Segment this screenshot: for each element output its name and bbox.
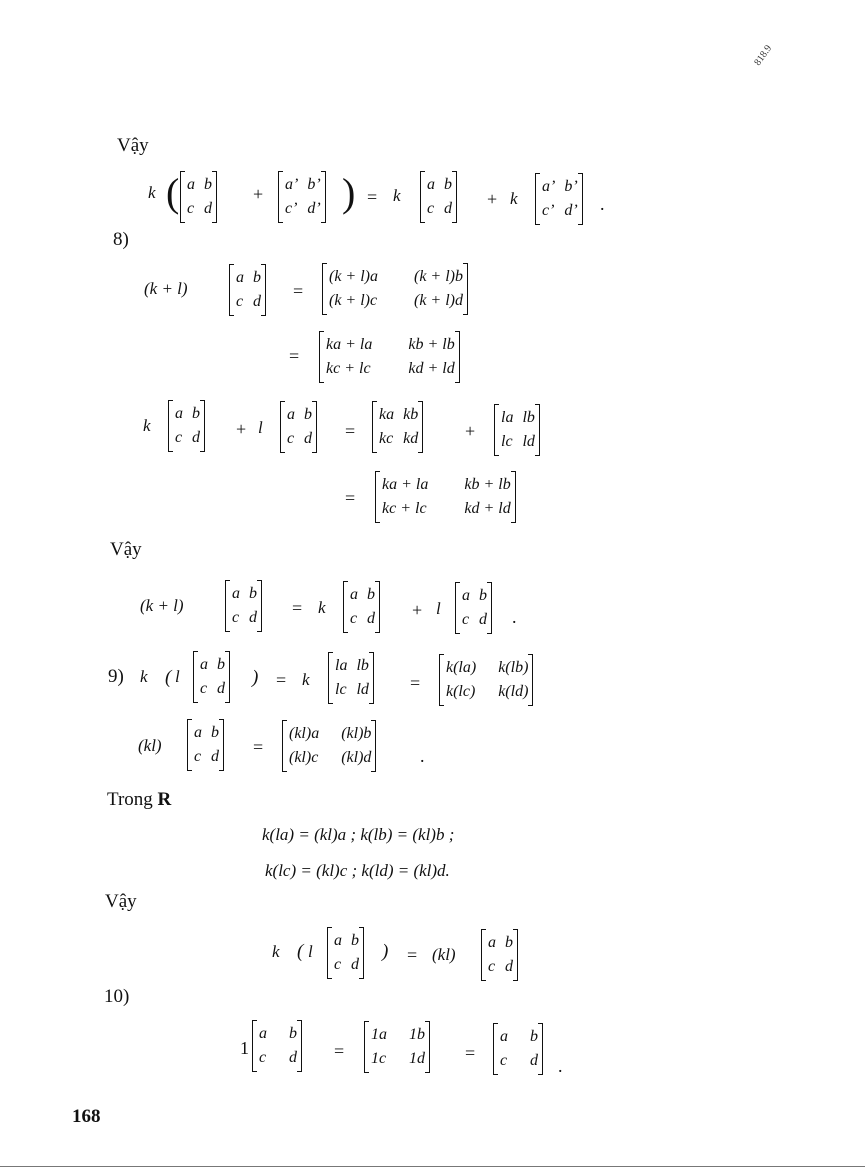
entry: c <box>488 958 496 975</box>
trong-text: Trong <box>107 789 153 810</box>
entry: (kl)d <box>341 749 372 766</box>
entry: d <box>289 1049 297 1066</box>
entry: c <box>500 1052 508 1069</box>
matrix-abcd <box>327 927 364 979</box>
entry: b <box>444 176 452 193</box>
entry: kd + ld <box>464 500 511 517</box>
entry: kc + lc <box>382 500 427 517</box>
entry: (k + l)b <box>414 268 463 285</box>
scalar-kl: (kl) <box>432 945 456 964</box>
entry: b <box>505 934 513 951</box>
entry: d <box>444 200 452 217</box>
period: . <box>600 194 605 214</box>
equals-sign: = <box>367 187 378 207</box>
matrix-abcd <box>225 580 262 632</box>
entry: kb <box>403 406 419 423</box>
entry: 1d <box>409 1050 425 1067</box>
matrix-k-of-l <box>439 654 533 706</box>
paren-close: ) <box>342 170 356 215</box>
entry: 1b <box>409 1026 425 1043</box>
equals-sign: = <box>410 673 421 693</box>
scalar-k: k <box>148 183 156 202</box>
matrix-expanded <box>319 331 460 383</box>
scalar-l: l <box>258 418 263 437</box>
matrix-abcd <box>280 401 317 453</box>
entry: c <box>232 609 240 626</box>
entry: a <box>259 1025 267 1042</box>
entry: d <box>351 956 359 973</box>
entry: a’ <box>285 176 299 193</box>
entry: la <box>501 409 514 426</box>
equals-sign: = <box>253 737 264 757</box>
label-vay-1: Vậy <box>117 135 149 156</box>
scalar-k-plus-l: (k + l) <box>144 279 188 298</box>
equals-sign: = <box>345 488 356 508</box>
matrix-prime <box>535 173 583 225</box>
entry: kd <box>403 430 419 447</box>
entry: a <box>200 656 208 673</box>
entry: b <box>351 932 359 949</box>
entry: b <box>479 587 487 604</box>
scalar-k: k <box>140 667 148 686</box>
equals-sign: = <box>293 281 304 301</box>
scalar-l: l <box>308 942 313 961</box>
matrix-k <box>372 401 423 453</box>
entry: b <box>304 406 312 423</box>
paren-open: ( <box>165 667 172 688</box>
library-stamp: 818.9 <box>752 43 775 68</box>
period: . <box>420 746 425 766</box>
paren-open: ( <box>166 170 180 215</box>
entry: c <box>236 293 244 310</box>
equals-sign: = <box>289 346 300 366</box>
entry: c <box>175 429 183 446</box>
paren-close: ) <box>252 667 259 688</box>
entry: a <box>350 586 358 603</box>
entry: c <box>462 611 470 628</box>
entry: a <box>427 176 435 193</box>
matrix-abcd <box>455 582 492 634</box>
matrix-abcd <box>193 651 230 703</box>
entry: a <box>232 585 240 602</box>
scalar-k-plus-l: (k + l) <box>140 596 184 615</box>
entry: (kl)c <box>289 749 319 766</box>
entry: b’ <box>307 176 321 193</box>
label-9: 9) <box>108 666 124 687</box>
equals-sign: = <box>334 1041 345 1061</box>
entry: d <box>211 748 219 765</box>
scalar-k: k <box>318 598 326 617</box>
scalar-k: k <box>510 189 518 208</box>
entry: la <box>335 657 348 674</box>
entry: 1a <box>371 1026 387 1043</box>
entry: ka + la <box>382 476 429 493</box>
entry: b <box>249 585 257 602</box>
entry: b <box>217 656 225 673</box>
entry: a <box>488 934 496 951</box>
entry: c <box>259 1049 267 1066</box>
entry: k(lb) <box>498 659 529 676</box>
entry: a <box>236 269 244 286</box>
entry: kb + lb <box>464 476 511 493</box>
matrix-abcd <box>420 171 457 223</box>
entry: c <box>194 748 202 765</box>
entry: kc <box>379 430 394 447</box>
entry: a <box>334 932 342 949</box>
entry: (kl)b <box>341 725 372 742</box>
entry: c <box>427 200 435 217</box>
equals-sign: = <box>276 670 287 690</box>
scalar-k: k <box>143 416 151 435</box>
entry: b <box>367 586 375 603</box>
plus-sign: + <box>465 421 476 441</box>
entry: a <box>175 405 183 422</box>
entry: c <box>287 430 295 447</box>
real-numbers-symbol: R <box>157 789 172 810</box>
matrix-prime <box>278 171 326 223</box>
entry: lb <box>356 657 369 674</box>
matrix-abcd <box>180 171 217 223</box>
equals-sign: = <box>345 421 356 441</box>
matrix-abcd <box>168 400 205 452</box>
entry: (kl)a <box>289 725 320 742</box>
plus-sign: + <box>236 419 247 439</box>
entry: b <box>192 405 200 422</box>
entry: a <box>287 406 295 423</box>
matrix-abcd <box>187 719 224 771</box>
entry: d <box>530 1052 538 1069</box>
label-10: 10) <box>104 986 130 1007</box>
matrix-abcd <box>481 929 518 981</box>
entry: d <box>253 293 261 310</box>
entry: a <box>187 176 195 193</box>
scalar-l: l <box>175 667 180 686</box>
entry: a <box>194 724 202 741</box>
entry: c’ <box>285 200 298 217</box>
period: . <box>512 607 517 627</box>
entry: ka <box>379 406 395 423</box>
scalar-kl: (kl) <box>138 736 162 755</box>
label-trong <box>107 789 171 811</box>
entry: d <box>249 609 257 626</box>
matrix-abcd <box>493 1023 543 1075</box>
matrix-abcd <box>252 1020 302 1072</box>
entry: d <box>505 958 513 975</box>
paren-open: ( <box>297 941 304 962</box>
entry: (k + l)a <box>329 268 378 285</box>
page-number: 168 <box>72 1106 101 1127</box>
entry: d <box>204 200 212 217</box>
scalar-k: k <box>393 186 401 205</box>
entry: lc <box>335 681 347 698</box>
entry: b <box>253 269 261 286</box>
scalar-l: l <box>436 599 441 618</box>
plus-sign: + <box>253 184 264 204</box>
matrix-l <box>328 652 374 704</box>
entry: (k + l)d <box>414 292 463 309</box>
entry: k(lc) <box>446 683 476 700</box>
entry: d’ <box>564 202 578 219</box>
entry: ka + la <box>326 336 373 353</box>
entry: lb <box>522 409 535 426</box>
entry: b <box>289 1025 297 1042</box>
matrix-one <box>364 1021 430 1073</box>
entry: a <box>462 587 470 604</box>
matrix-kl-prod <box>282 720 376 772</box>
equals-sign: = <box>292 598 303 618</box>
entry: ld <box>522 433 535 450</box>
entry: kb + lb <box>408 336 455 353</box>
entry: 1c <box>371 1050 387 1067</box>
entry: c <box>187 200 195 217</box>
entry: c <box>350 610 358 627</box>
entry: b’ <box>564 178 578 195</box>
matrix-kl-sum <box>322 263 468 315</box>
entry: lc <box>501 433 513 450</box>
matrix-l <box>494 404 540 456</box>
entry: kc + lc <box>326 360 371 377</box>
entry: d’ <box>307 200 321 217</box>
entry: d <box>367 610 375 627</box>
entry: c <box>334 956 342 973</box>
label-vay-3: Vậy <box>105 891 137 912</box>
entry: d <box>304 430 312 447</box>
matrix-abcd <box>343 581 380 633</box>
equals-sign: = <box>465 1043 476 1063</box>
entry: a <box>500 1028 508 1045</box>
scalar-k: k <box>302 670 310 689</box>
label-vay-2: Vậy <box>110 539 142 560</box>
entry: d <box>479 611 487 628</box>
entry: (k + l)c <box>329 292 378 309</box>
plus-sign: + <box>487 189 498 209</box>
entry: b <box>211 724 219 741</box>
matrix-expanded <box>375 471 516 523</box>
entry: c’ <box>542 202 555 219</box>
matrix-abcd <box>229 264 266 316</box>
entry: ld <box>356 681 369 698</box>
paren-close: ) <box>382 941 389 962</box>
entry: c <box>200 680 208 697</box>
scalar-k: k <box>272 942 280 961</box>
entry: b <box>204 176 212 193</box>
scalar-one: 1 <box>240 1038 249 1058</box>
entry: k(ld) <box>498 683 529 700</box>
period: . <box>558 1056 563 1076</box>
entry: a’ <box>542 178 556 195</box>
entry: b <box>530 1028 538 1045</box>
equals-sign: = <box>407 945 418 965</box>
entry: kd + ld <box>408 360 455 377</box>
label-8: 8) <box>113 229 129 250</box>
entry: d <box>217 680 225 697</box>
entry: d <box>192 429 200 446</box>
equation-R-line-2: k(lc) = (kl)c ; k(ld) = (kl)d. <box>265 861 450 880</box>
plus-sign: + <box>412 600 423 620</box>
entry: k(la) <box>446 659 477 676</box>
bottom-rule <box>0 1166 865 1167</box>
equation-R-line-1: k(la) = (kl)a ; k(lb) = (kl)b ; <box>262 825 455 844</box>
